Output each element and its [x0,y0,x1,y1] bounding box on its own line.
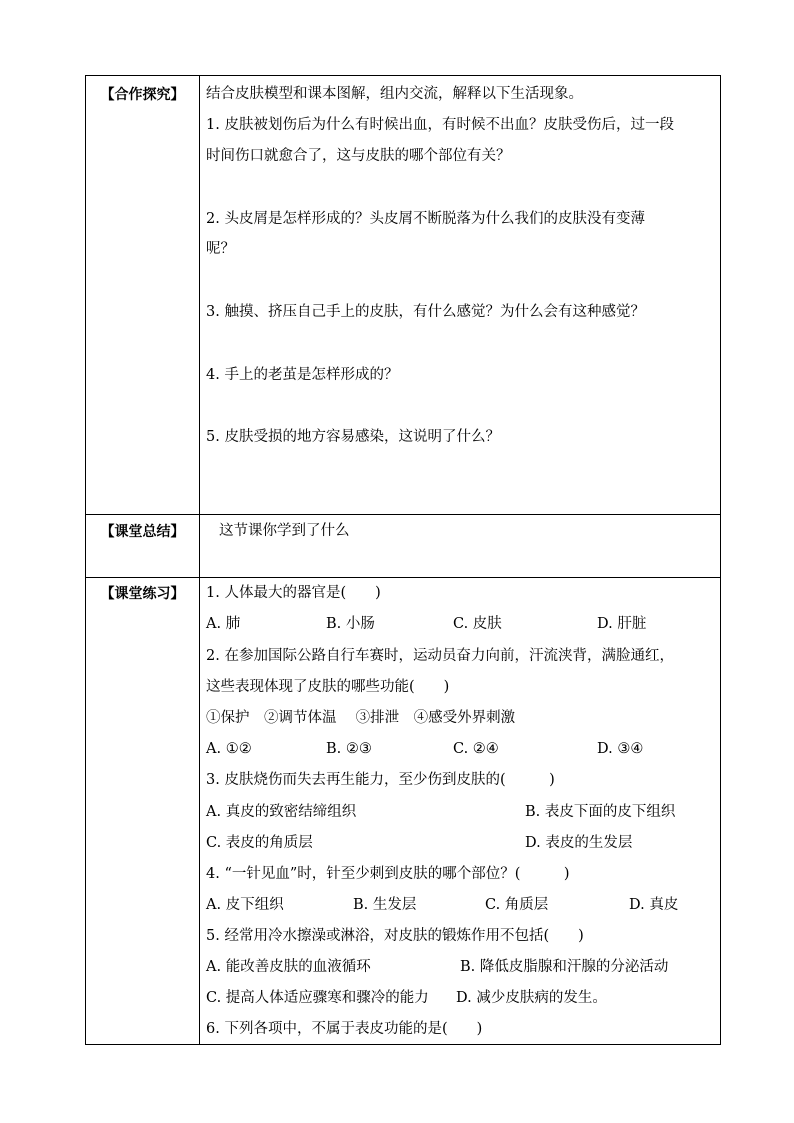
inquiry-question-2-cont: 呢？ [206,241,235,257]
q1-option-a: A. 肺 [206,616,241,632]
q1-option-b: B. 小肠 [326,616,375,632]
section-label-class-summary: 【课堂总结】 [100,524,185,540]
q4-option-a: A. 皮下组织 [206,897,284,913]
q4-option-c: C. 角质层 [485,897,549,913]
section-label-cooperative-inquiry: 【合作探究】 [100,87,185,103]
q4-option-d: D. 真皮 [629,897,679,913]
q3-option-a: A. 真皮的致密结缔组织 [206,804,357,820]
summary-prompt: 这节课你学到了什么 [219,523,350,539]
q5-option-b: B. 降低皮脂腺和汗腺的分泌活动 [460,959,669,975]
inquiry-question-1: 1. 皮肤被划伤后为什么有时候出血，有时候不出血？皮肤受伤后，过一段 [206,117,674,133]
row-divider [86,577,720,578]
q5-option-a: A. 能改善皮肤的血液循环 [206,959,371,975]
q5-option-c: C. 提高人体适应骤寒和骤冷的能力 [206,990,429,1006]
inquiry-question-2: 2. 头皮屑是怎样形成的？头皮屑不断脱落为什么我们的皮肤没有变薄 [206,211,645,227]
inquiry-question-1-cont: 时间伤口就愈合了，这与皮肤的哪个部位有关？ [206,148,511,164]
worksheet-table [85,75,721,1045]
q6-stem: 6. 下列各项中，不属于表皮功能的是( ) [206,1021,483,1037]
q2-option-b: B. ②③ [326,741,372,757]
q3-stem: 3. 皮肤烧伤而失去再生能力，至少伤到皮肤的( ) [206,772,555,788]
q1-stem: 1. 人体最大的器官是( ) [206,585,381,601]
q2-option-d: D. ③④ [597,741,644,757]
q5-option-d: D. 减少皮肤病的发生。 [456,990,607,1006]
q5-stem: 5. 经常用冷水擦澡或淋浴，对皮肤的锻炼作用不包括( ) [206,928,584,944]
q3-option-b: B. 表皮下面的皮下组织 [525,804,676,820]
q2-stem-cont: 这些表现体现了皮肤的哪些功能( ) [206,679,450,695]
q4-stem: 4. “一针见血”时，针至少刺到皮肤的哪个部位？( ) [206,866,570,882]
q2-option-a: A. ①② [206,741,252,757]
inquiry-question-5: 5. 皮肤受损的地方容易感染，这说明了什么？ [206,429,500,445]
q2-option-c: C. ②④ [453,741,499,757]
q1-option-c: C. 皮肤 [453,616,502,632]
q2-stem: 2. 在参加国际公路自行车赛时，运动员奋力向前，汗流浃背，满脸通红， [206,648,674,664]
row-divider [86,514,720,515]
q3-option-d: D. 表皮的生发层 [525,835,633,851]
q3-option-c: C. 表皮的角质层 [206,835,313,851]
section-label-class-exercise: 【课堂练习】 [100,586,185,602]
column-divider [199,76,200,1044]
q1-option-d: D. 肝脏 [597,616,647,632]
q2-items: ①保护 ②调节体温 ③排泄 ④感受外界刺激 [206,710,516,726]
q4-option-b: B. 生发层 [353,897,417,913]
inquiry-intro: 结合皮肤模型和课本图解，组内交流，解释以下生活现象。 [206,86,583,102]
inquiry-question-3: 3. 触摸、挤压自己手上的皮肤，有什么感觉？为什么会有这种感觉？ [206,304,645,320]
inquiry-question-4: 4. 手上的老茧是怎样形成的？ [206,367,399,383]
